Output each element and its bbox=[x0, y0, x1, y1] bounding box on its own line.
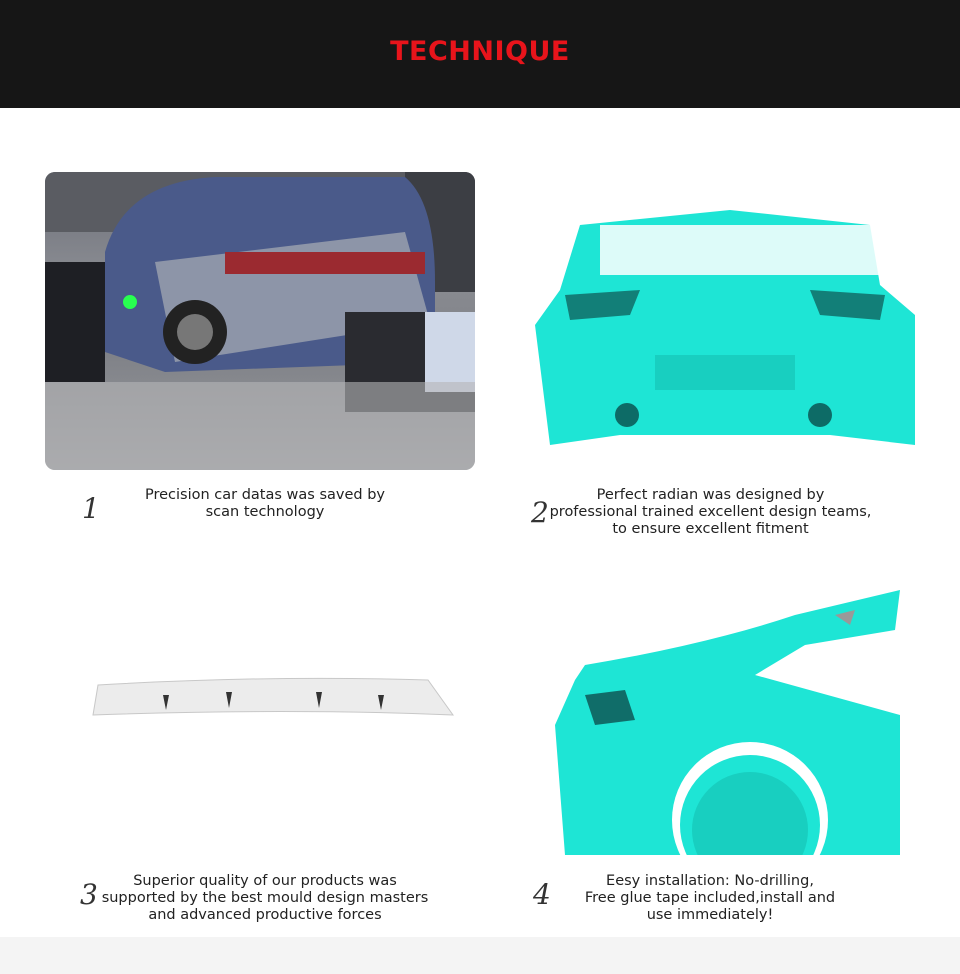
car-scanning-photo bbox=[45, 172, 475, 470]
scan-model-rear-image bbox=[530, 195, 920, 455]
step-caption bbox=[560, 873, 860, 924]
step-caption bbox=[548, 487, 873, 538]
caption-line: Superior quality of our products was bbox=[133, 873, 397, 889]
footer-band bbox=[0, 937, 960, 974]
step-number: 2 bbox=[531, 496, 549, 529]
scan-model-fitment-image bbox=[555, 585, 905, 855]
step-number: 3 bbox=[80, 878, 98, 911]
step-caption bbox=[125, 487, 405, 521]
step-number: 1 bbox=[82, 492, 100, 525]
page-title: TECHNIQUE bbox=[390, 36, 570, 67]
spoiler-product-image bbox=[88, 670, 458, 725]
header-banner bbox=[0, 0, 960, 108]
caption-line: to ensure excellent fitment bbox=[612, 521, 809, 537]
caption-line: professional trained excellent design teams, bbox=[549, 504, 872, 520]
caption-line: Free glue tape included,install and bbox=[584, 890, 836, 906]
step-number: 4 bbox=[533, 878, 551, 911]
step-caption bbox=[100, 873, 430, 924]
caption-line: Precision car datas was saved by bbox=[144, 487, 385, 503]
caption-line: and advanced productive forces bbox=[148, 907, 382, 923]
caption-line: Eesy installation: No-drilling, bbox=[606, 873, 814, 889]
caption-line: Perfect radian was designed by bbox=[596, 487, 825, 503]
caption-line: supported by the best mould design masters bbox=[101, 890, 429, 906]
caption-line: scan technology bbox=[205, 504, 325, 520]
caption-line: use immediately! bbox=[646, 907, 774, 923]
